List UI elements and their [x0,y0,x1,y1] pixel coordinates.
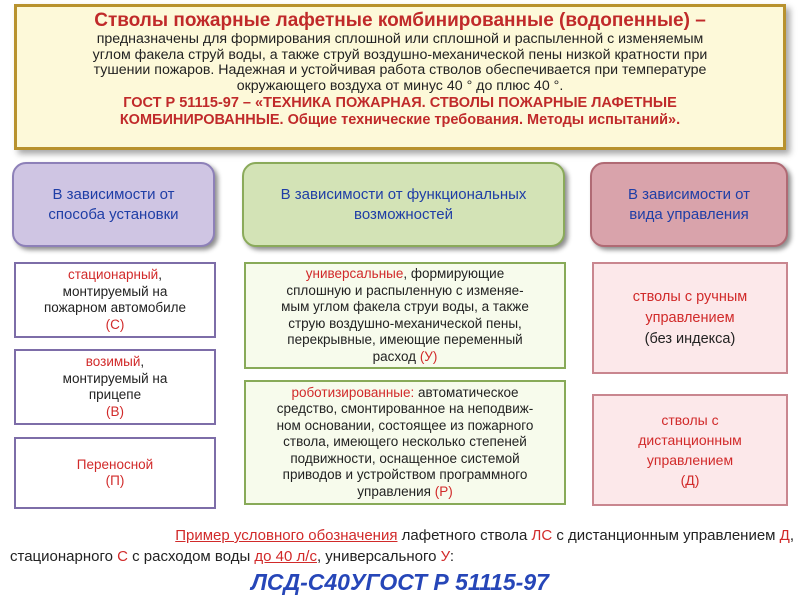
type-comma: , [158,267,162,282]
type-desc-line: сплошную и распыленную с изменяе- [286,282,524,298]
type-name: роботизированные: [291,384,415,400]
type-robotic [244,380,566,505]
type-desc-line: ном основании, состоящее из пожарного [276,417,534,433]
gost-reference [25,95,775,129]
type-desc-line: монтируемый на [62,283,168,299]
category-installation [12,162,215,247]
type-note: (без индекса) [644,330,736,347]
type-desc-line: средство, смонтированное на неподвиж- [276,401,534,417]
type-name: дистанционным [638,432,742,448]
type-code: (С) [105,316,125,332]
type-desc-line: монтируемый на [62,370,168,386]
type-code: (Р) [434,483,453,499]
description-line: углом факела струй воды, а также струй воздушно-механической пены низкой кратности при [92,46,708,63]
type-desc-line: подвижности, оснащенное системой [290,450,520,466]
type-desc-line: прицепе [88,387,142,402]
example-code: С [117,548,128,565]
type-desc-line: мым углом факела струи воды, а также [281,299,529,314]
example-line-2 [10,547,795,567]
example-text: стационарного [10,548,118,565]
header-description [25,32,775,94]
category-control [590,162,788,247]
example-text: лафетного ствола [397,527,532,544]
type-name: стволы с ручным [632,288,748,305]
type-transferable [14,437,216,509]
description-line: предназначены для формирования сплошной или сплошной и распыленной с изменяемым [96,31,704,47]
example-text: с дистанционным управлением [552,527,780,544]
type-desc-line: приводов и устройством программного [282,467,528,483]
type-portable [14,349,216,425]
type-comma: , [140,354,145,369]
category-line: способа установки [48,205,179,223]
description-line: окружающего воздуха от минус 40 ° до плюс 40 °. [236,77,564,94]
type-name: стволы с [661,412,719,428]
type-manual-control [592,262,788,374]
type-desc-line: автоматическое [414,384,519,400]
type-desc-line: перекрывные, имеющие переменный [287,332,523,347]
type-code: (У) [419,348,438,364]
category-line: В зависимости от [52,185,175,203]
type-name: управлением [645,309,735,326]
description-line: тушении пожаров. Надежная и устойчивая работа стволов обеспечивается при температуре [93,62,707,79]
type-desc-line: расход [372,348,417,364]
type-name: Переносной [76,456,154,472]
gost-line: КОМБИНИРОВАННЫЕ. Общие технические требования. Методы испытаний». [119,112,681,129]
category-line: В зависимости от [627,185,751,203]
category-function [242,162,565,247]
type-name: управлением [646,452,734,468]
example-line-1 [0,526,794,546]
type-universal [244,262,566,369]
header-panel [14,4,786,150]
type-name: возимый [85,354,141,369]
example-text: : [449,548,454,565]
type-desc-line: управления [357,483,431,499]
type-desc-line: пожарном автомобиле [43,300,187,315]
example-text: , универсального [316,548,441,565]
type-code: (П) [105,473,125,488]
type-desc-line: струю воздушно-механической пены, [288,315,522,331]
type-code: (Д) [680,472,700,488]
example-lead: Пример условного обозначения [175,527,398,544]
header-title: Стволы пожарные лафетные комбинированные (водопенные) – [94,10,706,31]
type-remote-control [592,394,788,506]
type-name: стационарный [67,267,159,282]
example-code: У [440,548,450,565]
type-stationary [14,262,216,338]
category-line: возможностей [354,205,453,223]
category-line: вида управления [629,205,749,223]
type-code: (В) [105,403,124,419]
type-desc-line: , формирующие [403,266,505,281]
example-code: до 40 л/с [254,548,317,565]
type-desc-line: ствола, имеющего несколько степеней [283,434,527,450]
example-text: , [789,527,794,544]
type-name: универсальные [305,266,404,281]
example-text: с расходом воды [127,548,255,565]
example-code: Д [779,527,790,544]
category-line: В зависимости от функциональных [280,185,527,203]
example-code: ЛС [531,527,553,544]
example-designation: ЛСД-С40УГОСТ Р 51115-97 [251,569,549,595]
gost-line: ГОСТ Р 51115-97 – «ТЕХНИКА ПОЖАРНАЯ. СТВОЛЫ ПОЖАРНЫЕ ЛАФЕТНЫЕ [123,95,677,112]
